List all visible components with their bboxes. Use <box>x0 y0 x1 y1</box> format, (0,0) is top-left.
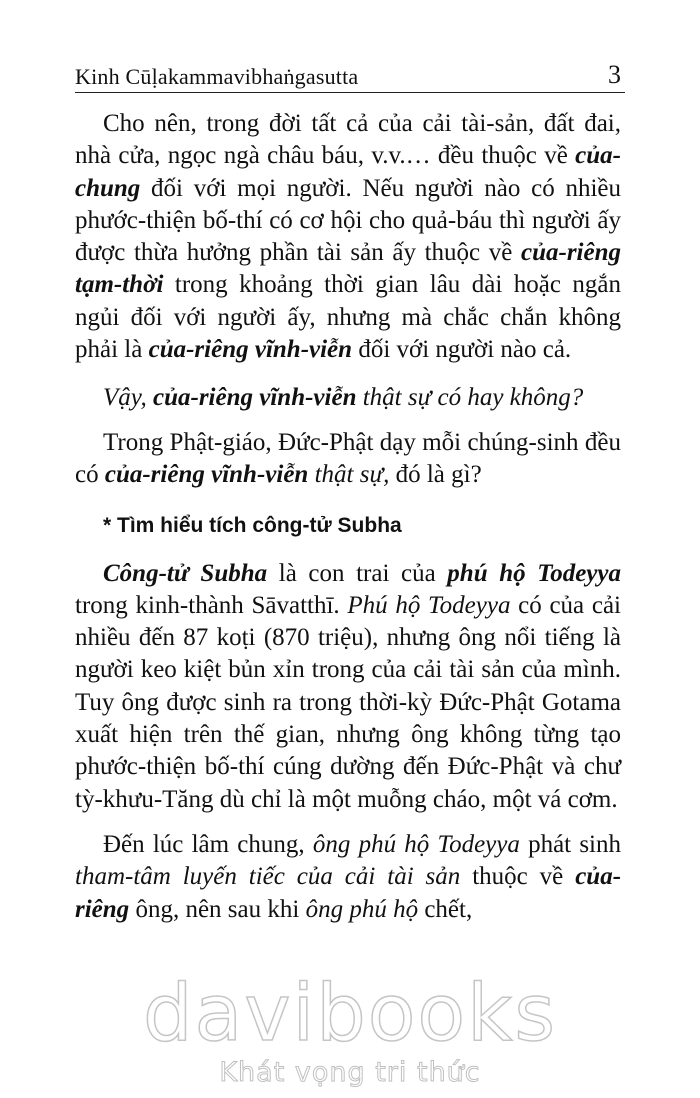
paragraph-text: có của cải nhiều đến 87 koṭi (870 triệu), nhưng ông nổi tiếng là người keo kiệt bủn xỉn trong của cải tài sản của mình. Tuy ông được sinh ra trong thời-kỳ Đức-Phật Gotama xuất hiện trên thế gian, nhưng ông không từng tạo phước-thiện bố-thí cúng dường đến Đức-Phật và chư tỳ-khưu-Tăng dù chỉ là một muỗng cháo, một vá cơm. <box>75 591 621 813</box>
paragraph-text: trong khoảng thời gian lâu dài hoặc ngắn ngủi đối với người ấy, nhưng mà chắc chắn không phải là <box>75 271 621 364</box>
running-title: Kinh Cūḷakammavibhaṅgasutta <box>75 64 359 89</box>
paragraph-text: phát sinh <box>519 830 622 858</box>
paragraph-common-property <box>75 108 621 366</box>
paragraph-text: đối với người nào cả. <box>352 336 572 364</box>
paragraph-text: đó là gì? <box>389 460 482 488</box>
paragraph-text: Cho nên, trong đời tất cả của cải tài-sản, đất đai, nhà cửa, ngọc ngà châu báu, v.v.… đều thuộc về <box>75 110 621 170</box>
running-header <box>75 62 625 93</box>
question-text: Vậy, <box>103 384 153 412</box>
emphasis-text: Công-tử Subha <box>103 559 268 587</box>
paragraph-text: trong kinh-thành Sāvatthī. <box>75 591 348 619</box>
paragraph-death <box>75 829 621 926</box>
italic-text: ông phú hộ Todeyya <box>312 830 520 858</box>
watermark-slogan: Khát vọng tri thức <box>219 1057 481 1088</box>
emphasis-text: phú hộ Todeyya <box>447 559 621 587</box>
question-line <box>75 382 621 414</box>
paragraph-text: thuộc về <box>460 863 576 891</box>
paragraph-text: Trong Phật-giáo, Đức-Phật dạy mỗi chúng-sinh đều có <box>75 428 621 488</box>
question-text: thật sự có hay không? <box>356 384 584 412</box>
paragraph-text: đối với mọi người. Nếu người nào có nhiều phước-thiện bố-thí có cơ hội cho quả-báu thì người ấy được thừa hưởng phần tài sản ấy thuộc về <box>75 174 621 267</box>
paragraph-text: là con trai của <box>267 559 448 587</box>
page-number: 3 <box>608 60 621 89</box>
italic-text: tham-tâm luyến tiếc của cải tài sản <box>75 863 461 891</box>
watermark-brand: davibooks <box>143 969 557 1059</box>
emphasis-text: của-riêng vĩnh-viễn <box>104 460 309 488</box>
emphasis-text: của-riêng <box>75 863 622 923</box>
watermark <box>140 969 560 1095</box>
paragraph-buddhist-teaching <box>75 427 621 492</box>
emphasis-text: của-chung <box>75 142 621 202</box>
italic-text: ông phú hộ <box>305 895 419 923</box>
paragraph-subha-story <box>75 558 621 816</box>
paragraph-text: Đến lúc lâm chung, <box>103 830 313 858</box>
emphasis-text: của-riêng vĩnh-viễn <box>153 384 357 412</box>
italic-text: thật sự, <box>308 460 390 488</box>
body-text <box>75 108 621 926</box>
italic-text: Phú hộ Todeyya <box>347 591 511 619</box>
section-heading: * Tìm hiểu tích công-tử Subha <box>103 514 402 538</box>
paragraph-text: chết, <box>418 895 473 923</box>
emphasis-text: của-riêng tạm-thời <box>75 239 621 299</box>
emphasis-text: của-riêng vĩnh-viễn <box>148 336 353 364</box>
paragraph-text: ông, nên sau khi <box>129 895 306 923</box>
